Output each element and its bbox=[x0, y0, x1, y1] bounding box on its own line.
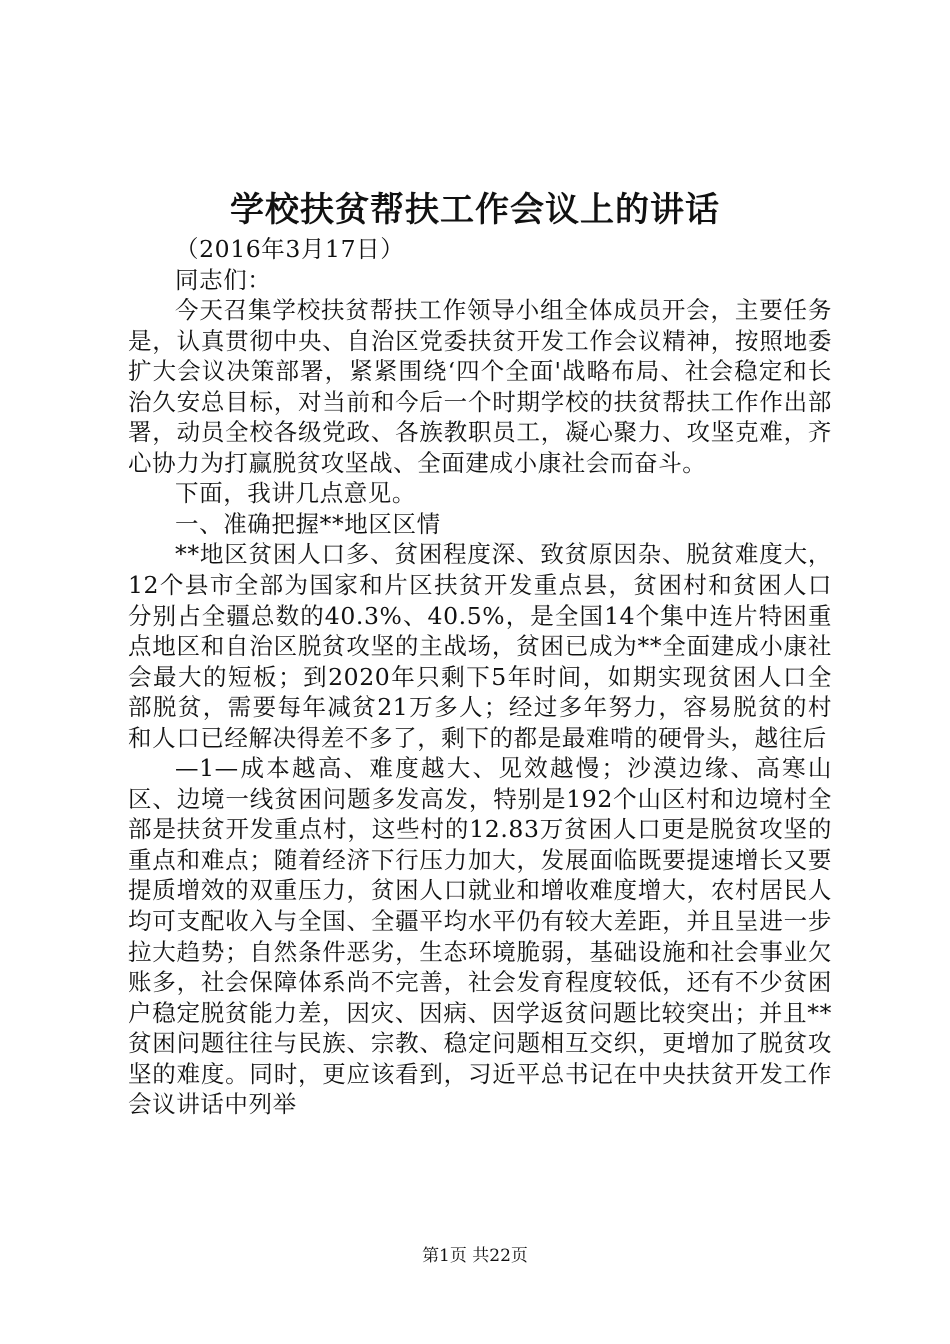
salutation: 同志们： bbox=[175, 265, 272, 294]
page-footer: 第1页 共22页 bbox=[422, 1246, 528, 1266]
date-line: （2016年3月17日） bbox=[175, 235, 405, 263]
paragraph-transition: 下面，我讲几点意见。 bbox=[175, 479, 416, 508]
section-heading-1: 一、准确把握**地区区情 bbox=[175, 509, 441, 538]
document-body bbox=[128, 234, 832, 1120]
document-title: 学校扶贫帮扶工作会议上的讲话 bbox=[230, 190, 720, 230]
paragraph-intro: 今天召集学校扶贫帮扶工作领导小组全体成员开会，主要任务是，认真贯彻中央、自治区党委扶贫开发工作会议精神，按照地委扩大会议决策部署，紧紧围绕‘四个全面'战略布局、社会稳定和长治久安总目标，对当前和今后一个时期学校的扶贫帮扶工作作出部署，动员全校各级党政、各族教职员工，凝心聚力、攻坚克难，齐心协力为打赢脱贫攻坚战、全面建成小康社会而奋斗。 bbox=[128, 296, 832, 477]
paragraph-region-difficulty: —1—成本越高、难度越大、见效越慢；沙漠边缘、高寒山区、边境一线贫困问题多发高发，特别是192个山区村和边境村全部是扶贫开发重点村，这些村的12.83万贫困人口更是脱贫攻坚的重点和难点；随着经济下行压力加大，发展面临既要提速增长又要提质增效的双重压力，贫困人口就业和增收难度增大，农村居民人均可支配收入与全国、全疆平均水平仍有较大差距，并且呈进一步拉大趋势；自然条件恶劣，生态环境脆弱，基础设施和社会事业欠账多，社会保障体系尚不完善，社会发育程度较低，还有不少贫困户稳定脱贫能力差，因灾、因病、因学返贫问题比较突出；并且**贫困问题往往与民族、宗教、稳定问题相互交织，更增加了脱贫攻坚的难度。同时，更应该看到，习近平总书记在中央扶贫开发工作会议讲话中列举 bbox=[128, 754, 832, 1119]
paragraph-region-overview: **地区贫困人口多、贫困程度深、致贫原因杂、脱贫难度大，12个县市全部为国家和片区扶贫开发重点县，贫困村和贫困人口分别占全疆总数的40.3%、40.5%，是全国14个集中连片特困重点地区和自治区脱贫攻坚的主战场，贫困已成为**全面建成小康社会最大的短板；到2020年只剩下5年时间，如期实现贫困人口全部脱贫，需要每年减贫21万多人；经过多年努力，容易脱贫的村和人口已经解决得差不多了，剩下的都是最难啃的硬骨头，越往后 bbox=[128, 540, 832, 752]
